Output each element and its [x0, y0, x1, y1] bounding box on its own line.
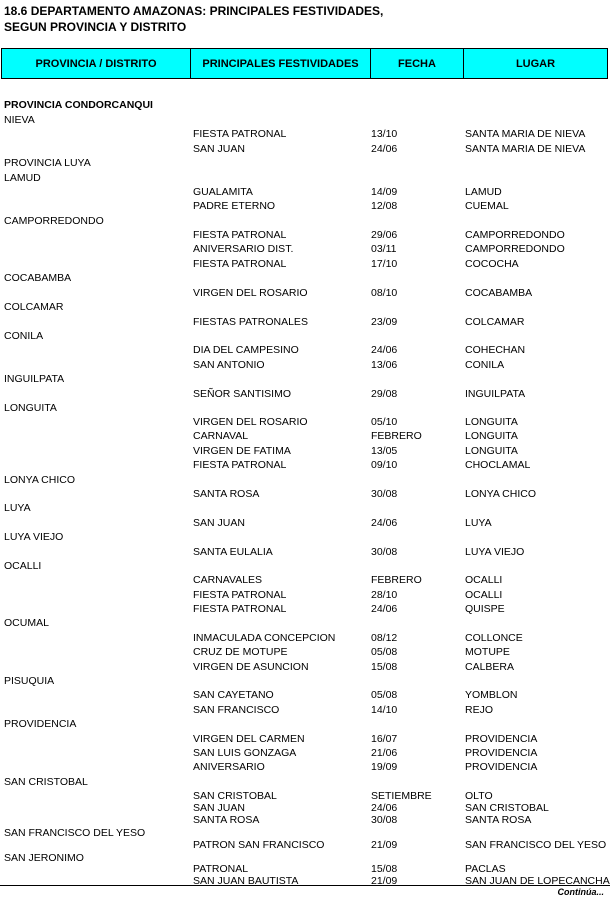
- lugar-cell: OCALLI: [465, 574, 503, 586]
- lugar-cell: PROVIDENCIA: [465, 747, 538, 759]
- festividad-cell: PATRON SAN FRANCISCO: [193, 839, 325, 851]
- table-row: [0, 415, 610, 429]
- lugar-cell: MOTUPE: [465, 646, 510, 658]
- district-row: [0, 214, 610, 228]
- header-lugar: LUGAR: [463, 49, 608, 79]
- header-provincia-distrito: PROVINCIA / DISTRITO: [1, 49, 190, 79]
- festividad-cell: ANIVERSARIO DIST.: [193, 243, 294, 255]
- district-row: [0, 775, 610, 789]
- fecha-cell: 15/08: [371, 863, 398, 875]
- district-name: NIEVA: [4, 114, 35, 126]
- district-row: [0, 473, 610, 487]
- table-row: [0, 588, 610, 602]
- fecha-cell: 05/10: [371, 416, 398, 428]
- table-row: [0, 645, 610, 659]
- festividad-cell: SAN JUAN: [193, 143, 245, 155]
- festividad-cell: SAN CAYETANO: [193, 689, 274, 701]
- fecha-cell: 09/10: [371, 459, 398, 471]
- lugar-cell: SAN JUAN DE LOPECANCHA: [465, 875, 610, 887]
- table-row: [0, 242, 610, 256]
- table-row: [0, 286, 610, 300]
- district-name: CONILA: [4, 330, 44, 342]
- table-row: [0, 358, 610, 372]
- table-row: [0, 631, 610, 645]
- table-row: [0, 228, 610, 242]
- fecha-cell: 05/08: [371, 689, 398, 701]
- fecha-cell: 24/06: [371, 143, 398, 155]
- festividad-cell: INMACULADA CONCEPCION: [193, 632, 336, 644]
- lugar-cell: LONGUITA: [465, 416, 518, 428]
- lugar-cell: LUYA VIEJO: [465, 546, 525, 558]
- lugar-cell: LUYA: [465, 517, 492, 529]
- table-row: [0, 444, 610, 458]
- table-row: [0, 760, 610, 774]
- festividad-cell: VIRGEN DE FATIMA: [193, 445, 291, 457]
- fecha-cell: 13/06: [371, 359, 398, 371]
- festividad-cell: SAN JUAN: [193, 802, 245, 814]
- table-row: [0, 688, 610, 702]
- district-row: [0, 717, 610, 731]
- lugar-cell: PROVIDENCIA: [465, 761, 538, 773]
- festividad-cell: SANTA ROSA: [193, 814, 260, 826]
- festividad-cell: VIRGEN DEL ROSARIO: [193, 416, 308, 428]
- festividad-cell: ANIVERSARIO: [193, 761, 265, 773]
- fecha-cell: 19/09: [371, 761, 398, 773]
- lugar-cell: YOMBLON: [465, 689, 518, 701]
- lugar-cell: CAMPORREDONDO: [465, 243, 565, 255]
- fecha-cell: 21/09: [371, 839, 398, 851]
- fecha-cell: SETIEMBRE: [371, 790, 432, 802]
- fecha-cell: 13/05: [371, 445, 398, 457]
- table-row: [0, 602, 610, 616]
- lugar-cell: CALBERA: [465, 661, 515, 673]
- lugar-cell: LONGUITA: [465, 445, 518, 457]
- table-row: [0, 838, 610, 852]
- table-row: [0, 257, 610, 271]
- fecha-cell: 21/06: [371, 747, 398, 759]
- lugar-cell: SAN FRANCISCO DEL YESO: [465, 839, 607, 851]
- festividad-cell: FIESTA PATRONAL: [193, 603, 287, 615]
- festividad-cell: GUALAMITA: [193, 186, 253, 198]
- district-name: SAN FRANCISCO DEL YESO: [4, 827, 146, 839]
- festividad-cell: VIRGEN DE ASUNCION: [193, 661, 309, 673]
- table-row: [0, 185, 610, 199]
- festividad-cell: FIESTA PATRONAL: [193, 459, 287, 471]
- header-fecha: FECHA: [370, 49, 463, 79]
- fecha-cell: 24/06: [371, 802, 398, 814]
- district-row: [0, 674, 610, 688]
- festividad-cell: SAN ANTONIO: [193, 359, 265, 371]
- festividad-cell: DIA DEL CAMPESINO: [193, 344, 299, 356]
- fecha-cell: 24/06: [371, 603, 398, 615]
- table-row: [0, 573, 610, 587]
- table-row: [0, 315, 610, 329]
- fecha-cell: 30/08: [371, 814, 398, 826]
- festividad-cell: SAN FRANCISCO: [193, 704, 280, 716]
- table-row: [0, 487, 610, 501]
- fecha-cell: 14/09: [371, 186, 398, 198]
- district-name: PROVIDENCIA: [4, 718, 77, 730]
- district-name: LONYA CHICO: [4, 474, 75, 486]
- lugar-cell: SANTA ROSA: [465, 814, 532, 826]
- district-name: OCALLI: [4, 560, 42, 572]
- district-row: [0, 372, 610, 386]
- table-row: [0, 142, 610, 156]
- district-name: COCABAMBA: [4, 272, 72, 284]
- festividad-cell: CRUZ DE MOTUPE: [193, 646, 288, 658]
- lugar-cell: COLCAMAR: [465, 316, 525, 328]
- festividad-cell: VIRGEN DEL ROSARIO: [193, 287, 308, 299]
- lugar-cell: REJO: [465, 704, 494, 716]
- district-name: SAN CRISTOBAL: [4, 776, 88, 788]
- district-name: LUYA VIEJO: [4, 531, 64, 543]
- festividad-cell: PADRE ETERNO: [193, 200, 276, 212]
- table-row: [0, 732, 610, 746]
- fecha-cell: 15/08: [371, 661, 398, 673]
- fecha-cell: 13/10: [371, 128, 398, 140]
- district-row: [0, 530, 610, 544]
- festividad-cell: VIRGEN DEL CARMEN: [193, 733, 305, 745]
- festividad-cell: PATRONAL: [193, 863, 249, 875]
- district-row: [0, 300, 610, 314]
- fecha-cell: 29/08: [371, 388, 398, 400]
- festividad-cell: SAN JUAN: [193, 517, 245, 529]
- district-row: [0, 616, 610, 630]
- lugar-cell: OLTO: [465, 790, 493, 802]
- district-row: [0, 559, 610, 573]
- fecha-cell: 28/10: [371, 589, 398, 601]
- lugar-cell: OCALLI: [465, 589, 503, 601]
- lugar-cell: PROVIDENCIA: [465, 733, 538, 745]
- district-name: OCUMAL: [4, 617, 49, 629]
- lugar-cell: CUEMAL: [465, 200, 509, 212]
- title-line-1: 18.6 DEPARTAMENTO AMAZONAS: PRINCIPALES FESTIVIDADES,: [4, 4, 384, 18]
- fecha-cell: 29/06: [371, 229, 398, 241]
- title-line-2: SEGUN PROVINCIA Y DISTRITO: [4, 20, 187, 34]
- footer-rule: [0, 885, 610, 886]
- lugar-cell: CONILA: [465, 359, 505, 371]
- fecha-cell: 24/06: [371, 517, 398, 529]
- lugar-cell: PACLAS: [465, 863, 506, 875]
- district-name: PISUQUIA: [4, 675, 55, 687]
- lugar-cell: COLLONCE: [465, 632, 523, 644]
- table-row: [0, 199, 610, 213]
- district-name: CAMPORREDONDO: [4, 215, 104, 227]
- fecha-cell: 21/09: [371, 875, 398, 887]
- district-row: [0, 401, 610, 415]
- fecha-cell: 17/10: [371, 258, 398, 270]
- lugar-cell: QUISPE: [465, 603, 505, 615]
- province-row: [0, 98, 610, 112]
- district-name: LUYA: [4, 502, 31, 514]
- fecha-cell: 03/11: [371, 243, 397, 255]
- district-name: INGUILPATA: [4, 373, 65, 385]
- district-row: [0, 271, 610, 285]
- district-name: LONGUITA: [4, 402, 57, 414]
- fecha-cell: 08/12: [371, 632, 398, 644]
- fecha-cell: 30/08: [371, 546, 398, 558]
- table-row: [0, 746, 610, 760]
- lugar-cell: SAN CRISTOBAL: [465, 802, 549, 814]
- lugar-cell: CAMPORREDONDO: [465, 229, 565, 241]
- festividad-cell: FIESTA PATRONAL: [193, 258, 287, 270]
- festividad-cell: SANTA ROSA: [193, 488, 260, 500]
- fecha-cell: 16/07: [371, 733, 398, 745]
- lugar-cell: CHOCLAMAL: [465, 459, 531, 471]
- lugar-cell: LAMUD: [465, 186, 502, 198]
- fecha-cell: 14/10: [371, 704, 398, 716]
- district-name: PROVINCIA LUYA: [4, 157, 91, 169]
- table-row: [0, 545, 610, 559]
- fecha-cell: 30/08: [371, 488, 398, 500]
- fecha-cell: 12/08: [371, 200, 398, 212]
- lugar-cell: COCABAMBA: [465, 287, 533, 299]
- table-row: [0, 813, 610, 827]
- table-row: [0, 703, 610, 717]
- festividad-cell: SANTA EULALIA: [193, 546, 273, 558]
- lugar-cell: LONYA CHICO: [465, 488, 536, 500]
- table-row: [0, 458, 610, 472]
- festividad-cell: FIESTA PATRONAL: [193, 589, 287, 601]
- lugar-cell: COHECHAN: [465, 344, 526, 356]
- festividad-cell: FIESTA PATRONAL: [193, 128, 287, 140]
- district-name: SAN JERONIMO: [4, 852, 84, 864]
- table-row: [0, 343, 610, 357]
- province-name: PROVINCIA CONDORCANQUI: [4, 99, 153, 111]
- table-row: [0, 127, 610, 141]
- fecha-cell: 08/10: [371, 287, 398, 299]
- festividad-cell: FIESTA PATRONAL: [193, 229, 287, 241]
- district-name: COLCAMAR: [4, 301, 64, 313]
- festividad-cell: FIESTAS PATRONALES: [193, 316, 308, 328]
- district-row: [0, 501, 610, 515]
- festividad-cell: SAN JUAN BAUTISTA: [193, 875, 299, 887]
- fecha-cell: FEBRERO: [371, 430, 422, 442]
- festividad-cell: SAN CRISTOBAL: [193, 790, 277, 802]
- continue-note: Continúa...: [557, 887, 604, 897]
- festividad-cell: SAN LUIS GONZAGA: [193, 747, 297, 759]
- lugar-cell: COCOCHA: [465, 258, 519, 270]
- district-row: [0, 113, 610, 127]
- table-row: [0, 387, 610, 401]
- table-row: [0, 516, 610, 530]
- table-row: [0, 429, 610, 443]
- fecha-cell: 24/06: [371, 344, 398, 356]
- fecha-cell: 05/08: [371, 646, 398, 658]
- district-row: [0, 171, 610, 185]
- lugar-cell: LONGUITA: [465, 430, 518, 442]
- festividad-cell: CARNAVAL: [193, 430, 249, 442]
- lugar-cell: SANTA MARIA DE NIEVA: [465, 143, 586, 155]
- festividad-cell: SEÑOR SANTISIMO: [193, 388, 292, 400]
- fecha-cell: FEBRERO: [371, 574, 422, 586]
- district-name: LAMUD: [4, 172, 41, 184]
- lugar-cell: SANTA MARIA DE NIEVA: [465, 128, 586, 140]
- table-row: [0, 660, 610, 674]
- lugar-cell: INGUILPATA: [465, 388, 526, 400]
- district-row: [0, 156, 610, 170]
- fecha-cell: 23/09: [371, 316, 398, 328]
- festividad-cell: CARNAVALES: [193, 574, 263, 586]
- header-festividades: PRINCIPALES FESTIVIDADES: [190, 49, 370, 79]
- district-row: [0, 329, 610, 343]
